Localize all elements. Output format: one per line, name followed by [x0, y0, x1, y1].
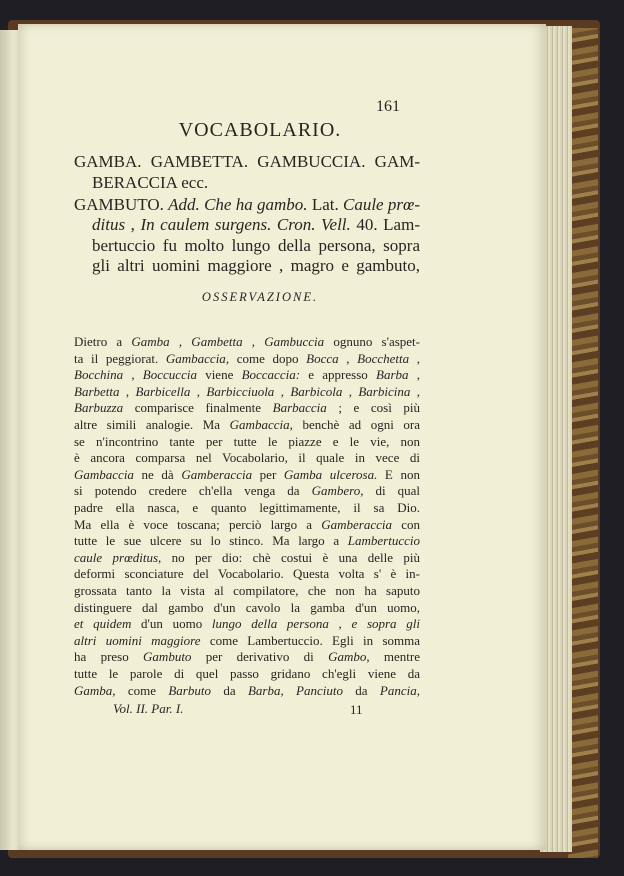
- text-segment: d'un uomo: [131, 616, 212, 632]
- text-line: [74, 550, 420, 566]
- text-line: [74, 583, 420, 599]
- italic-text: ditus , In caulem surgens. Cron. Vell.: [92, 215, 351, 234]
- text-line: [74, 649, 420, 665]
- text-line: [92, 236, 420, 256]
- text-line: [92, 215, 420, 235]
- text-segment: no per dio: chè costui è una delle più: [161, 549, 420, 565]
- italic-text: Barba: [247, 682, 281, 698]
- text-line: [74, 417, 420, 433]
- text-segment: ne dà: [133, 466, 182, 482]
- text-line: [74, 600, 420, 616]
- text-segment: E non: [377, 466, 420, 482]
- text-segment: ,: [280, 682, 297, 698]
- text-segment: tutte le parole di quel passo gridano ch'egli viene da: [74, 666, 420, 681]
- italic-text: Panciuto: [296, 682, 343, 698]
- text-segment: , di qual: [360, 483, 420, 499]
- italic-text: Gambaccia: [74, 466, 134, 482]
- text-line: [74, 450, 420, 466]
- volume-footer: Vol. II. Par. I.: [113, 701, 184, 716]
- italic-text: Gamba ulcerosa.: [283, 466, 378, 482]
- text-line: [74, 633, 420, 649]
- marbled-edge: [568, 28, 598, 858]
- italic-text: Gamberaccia: [321, 516, 393, 532]
- text-line: [74, 483, 420, 499]
- italic-text: Gambuto: [143, 649, 192, 665]
- text-line: [74, 400, 420, 416]
- text-segment: come Lambertuccio. Egli in somma: [200, 632, 421, 648]
- text-segment: da: [210, 682, 248, 698]
- text-segment: , mentre: [366, 649, 421, 665]
- text-line: [92, 173, 420, 193]
- text-line: [74, 195, 420, 215]
- text-segment: 40. Lam-: [350, 215, 420, 234]
- text-segment: GAMBA. GAMBETTA. GAMBUCCIA. GAM-: [74, 152, 420, 171]
- text-segment: bertuccio fu molto lungo della persona, sopra: [92, 236, 420, 255]
- italic-text: altri uomini maggiore: [74, 632, 201, 648]
- italic-text: Gamba: [74, 682, 113, 698]
- signature-mark: 11: [350, 702, 363, 717]
- text-line: [74, 467, 420, 483]
- text-segment: per derivativo di: [191, 649, 329, 665]
- text-segment: ognuno s'aspet-: [324, 334, 420, 349]
- italic-text: Gambo: [328, 649, 367, 665]
- text-segment: altre simili analogie. Ma: [74, 417, 230, 432]
- italic-text: et quidem: [74, 616, 132, 632]
- italic-text: Gambero: [311, 483, 361, 499]
- text-segment: , benchè ad ogni ora: [289, 417, 420, 432]
- text-segment: se n'incontrino tante per tutte le piazze e le vie, non: [74, 433, 420, 449]
- text-segment: distinguere dal gambo d'un cavolo la gamba d'un uomo,: [74, 599, 420, 615]
- text-segment: ha preso: [74, 649, 144, 665]
- italic-text: Caule prœ-: [343, 195, 420, 214]
- text-segment: Dietro a: [74, 334, 132, 349]
- italic-text: Barbuto: [168, 682, 211, 698]
- italic-text: lungo della persona , e sopra gli: [211, 616, 420, 632]
- text-segment: si potendo credere ch'ella venga da: [74, 483, 312, 499]
- italic-text: Barba ,: [376, 367, 420, 383]
- italic-text: Barbetta , Barbicella , Barbicciuola , Barbicola , Barbicina ,: [74, 383, 420, 399]
- italic-text: Bocca , Bocchetta ,: [306, 350, 421, 366]
- page-title: VOCABOLARIO.: [178, 119, 342, 141]
- italic-text: caule prœditus,: [74, 549, 162, 565]
- text-segment: , come dopo: [225, 350, 307, 366]
- text-segment: deformi sconciature del Vocabolario. Questa volta s' è in-: [74, 566, 420, 582]
- italic-text: Gamba , Gambetta , Gambuccia: [131, 334, 325, 349]
- text-segment: padre ella nasca, e quanto legittimamente, il sa Dio.: [74, 500, 420, 515]
- page-number: 161: [376, 98, 400, 115]
- text-line: [92, 256, 420, 276]
- text-segment: con: [392, 516, 420, 532]
- italic-text: Gambaccia: [229, 417, 290, 432]
- italic-text: Barbaccia: [272, 400, 327, 416]
- text-segment: e appresso: [300, 367, 377, 383]
- text-segment: Ma ella è voce toscana; perciò largo a: [74, 516, 322, 532]
- text-line: [74, 566, 420, 582]
- text-segment: , come: [112, 682, 169, 698]
- text-line: [74, 367, 420, 383]
- text-segment: grossata tanto la vista al compilatore, che non ha saputo: [74, 583, 420, 598]
- text-line: [74, 334, 420, 350]
- text-segment: Lat.: [307, 195, 343, 214]
- text-line: [74, 683, 420, 699]
- text-segment: viene: [196, 367, 242, 383]
- text-segment: ta il peggiorat.: [74, 350, 166, 366]
- italic-text: Lambertuccio: [347, 533, 420, 549]
- text-line: [74, 666, 420, 682]
- text-segment: comparisce finalmente: [123, 400, 273, 416]
- text-segment: ; e così più: [326, 400, 421, 416]
- text-segment: tutte le sue ulcere su lo stinco. Ma largo a: [74, 533, 348, 549]
- text-line: [74, 152, 420, 172]
- text-line: [74, 500, 420, 516]
- italic-text: Boccaccia:: [241, 367, 301, 383]
- text-line: [74, 434, 420, 450]
- text-segment: da: [342, 682, 380, 698]
- italic-text: Pancia: [379, 682, 417, 698]
- text-segment: è ancora comparsa nel Vocabolario, il quale in vece di: [74, 450, 420, 466]
- text-segment: ,: [416, 682, 420, 698]
- text-segment: gli altri uomini maggiore , magro e gambuto,: [92, 256, 420, 275]
- text-line: [74, 533, 420, 549]
- text-line: [74, 616, 420, 632]
- text-segment: per: [252, 466, 284, 482]
- text-segment: BERACCIA ecc.: [92, 173, 209, 192]
- italic-text: Gambaccia: [165, 350, 226, 366]
- italic-text: Gamberaccia: [181, 466, 253, 482]
- text-line: [74, 384, 420, 400]
- section-heading: OSSERVAZIONE.: [201, 290, 319, 304]
- text-line: [74, 351, 420, 367]
- italic-text: Bocchina , Boccuccia: [74, 367, 197, 383]
- italic-text: Barbuzza: [74, 400, 124, 416]
- italic-text: Add. Che ha gambo.: [168, 195, 308, 214]
- text-line: [74, 517, 420, 533]
- text-segment: GAMBUTO.: [74, 195, 169, 214]
